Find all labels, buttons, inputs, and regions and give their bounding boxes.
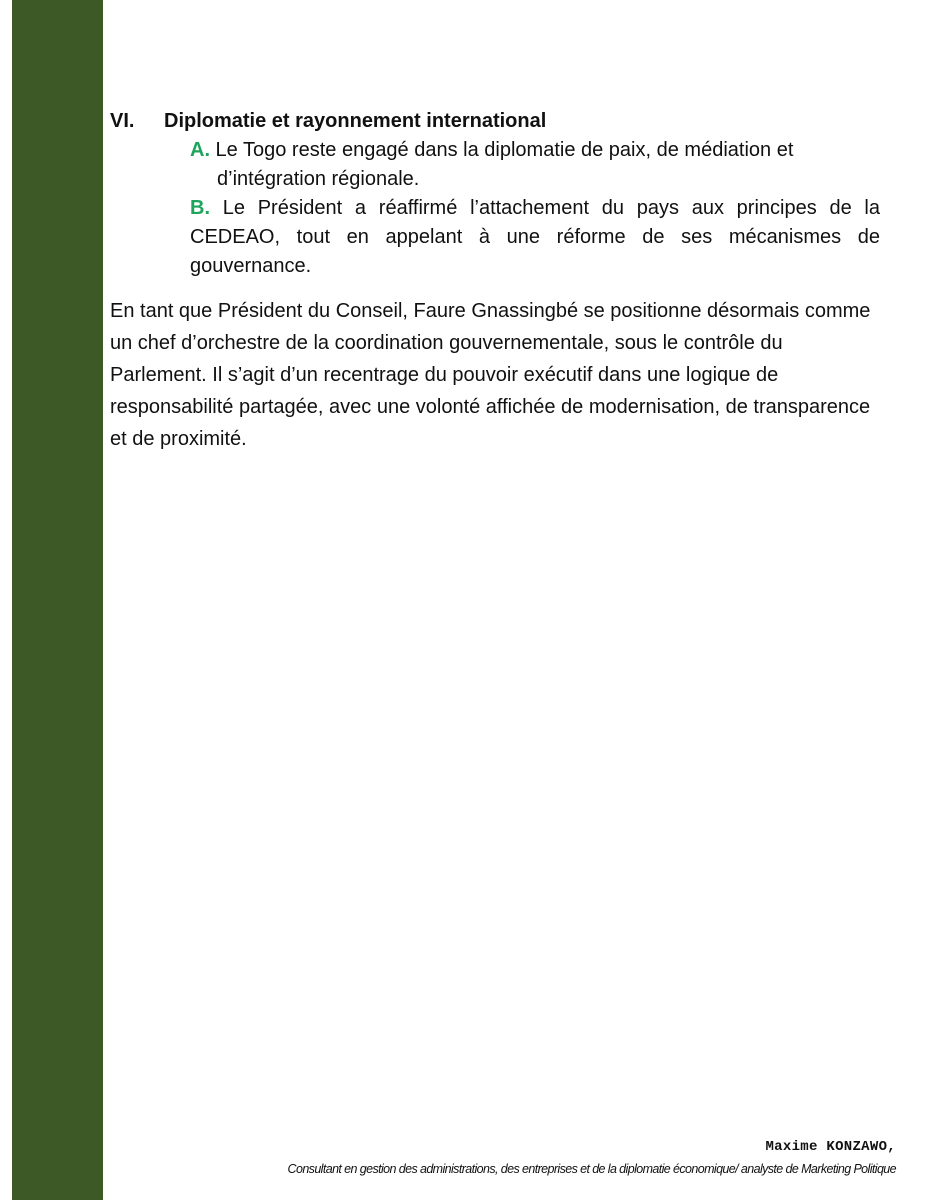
- sidebar-bar: [12, 0, 103, 1200]
- list-item: [190, 136, 880, 194]
- item-text: Le Togo reste engagé dans la diplomatie de paix, de médiation et: [210, 139, 794, 161]
- section-title: Diplomatie et rayonnement international: [164, 110, 547, 132]
- author-name: Maxime KONZAWO,: [765, 1139, 896, 1155]
- item-text-continued: d’intégration régionale.: [217, 168, 420, 190]
- item-text: Le Président a réaffirmé l’attachement du pays aux principes de la CEDEAO, tout en appelant à une réforme de ses mécanismes de gouvernance.: [190, 197, 880, 277]
- item-letter: A.: [190, 139, 210, 161]
- item-letter: B.: [190, 197, 210, 219]
- section-number: VI.: [110, 110, 135, 132]
- signature-block: [288, 1138, 896, 1178]
- list-item: [190, 194, 880, 281]
- author-title: Consultant en gestion des administrations, des entreprises et de la diplomatie économique/ analyste de Marketing Politique: [287, 1162, 896, 1176]
- body-paragraph: En tant que Président du Conseil, Faure Gnassingbé se positionne désormais comme un chef d’orchestre de la coordination gouvernementale, sous le contrôle du Parlement. Il s’agit d’un recentrage du pouvoir exécutif dans une logique de responsabilité partagée, avec une volonté affichée de modernisation, de transparence et de proximité.: [110, 300, 871, 450]
- document-body: [110, 106, 880, 455]
- section-heading: [110, 106, 880, 136]
